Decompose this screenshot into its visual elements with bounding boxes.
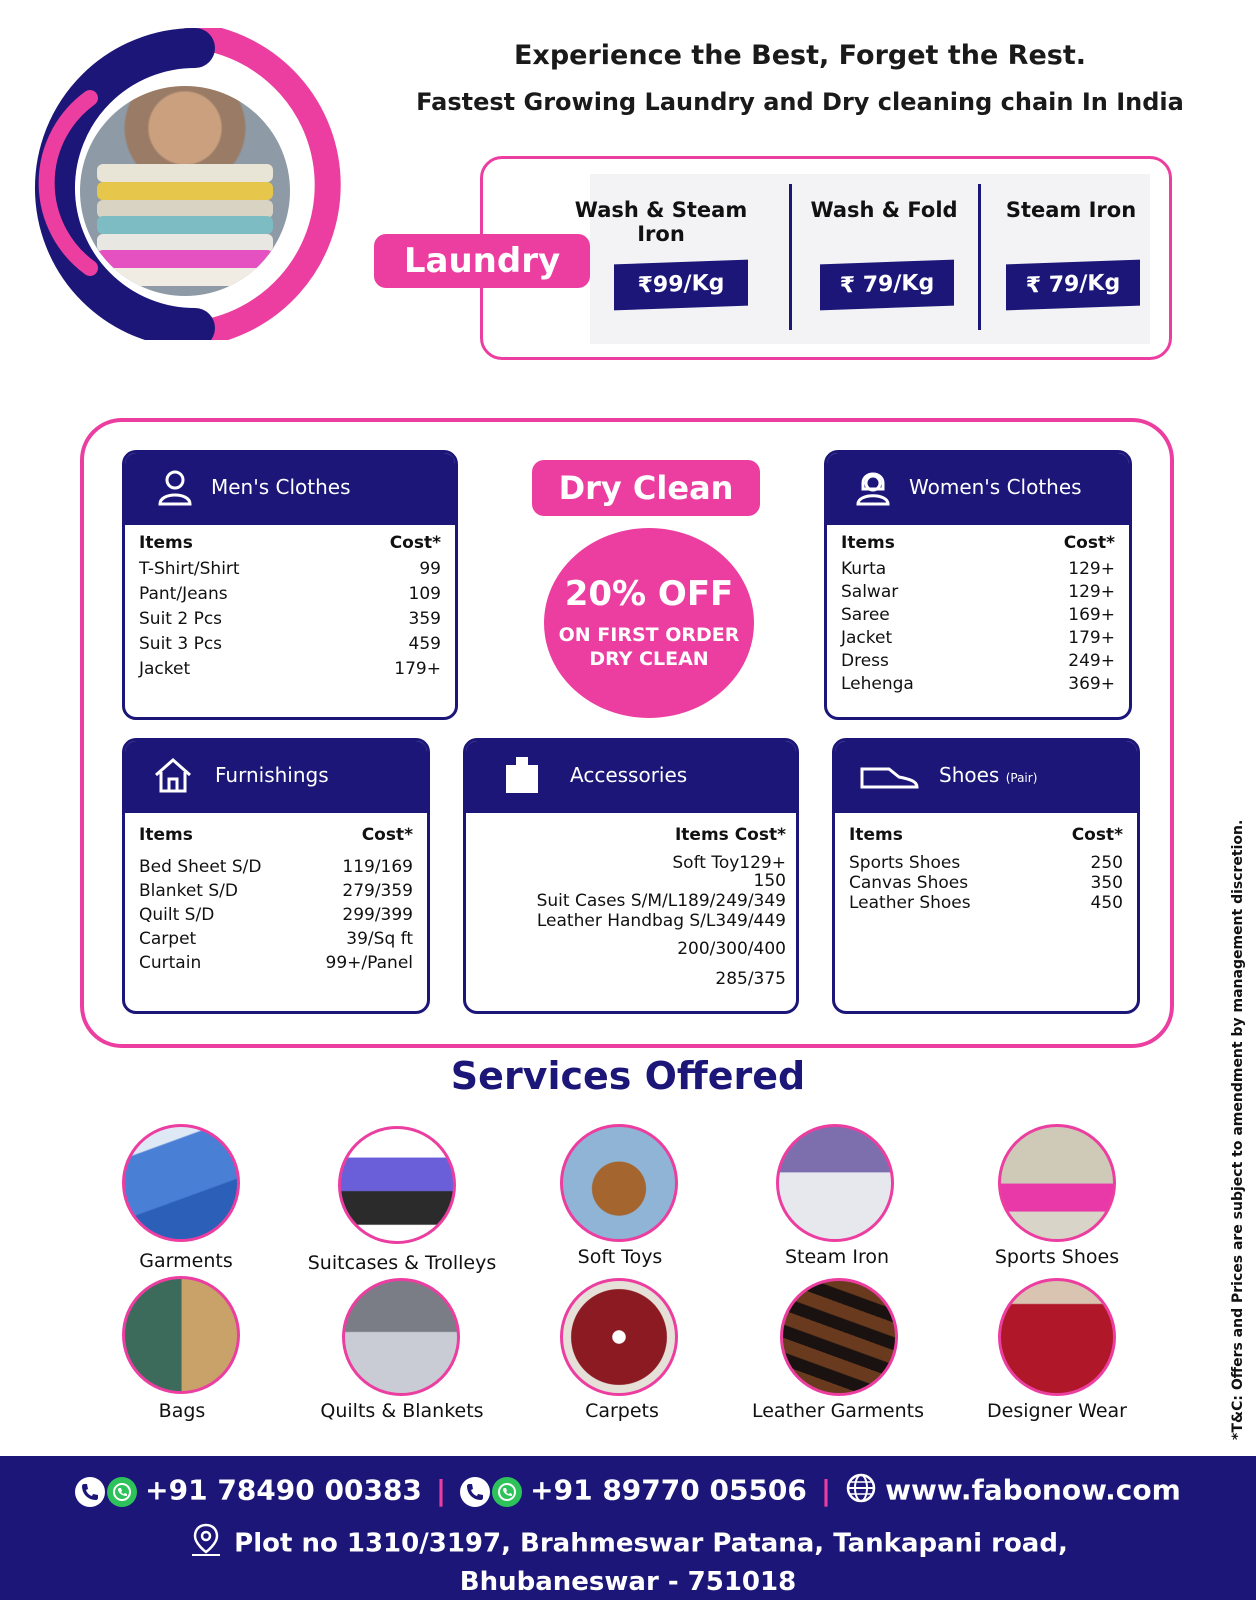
accessories-card [463,738,799,1014]
price-steam-iron: ₹ 79/Kg [1006,260,1140,311]
service-label: Sports Shoes [994,1246,1120,1268]
headline: Experience the Best, Forget the Rest. [513,40,1087,71]
offer-badge [544,528,754,718]
separator: | [820,1473,832,1507]
service-wash-fold: Wash & Fold [810,198,958,222]
service-label: Bags [158,1400,206,1422]
location-pin-icon [188,1522,224,1566]
sports-shoes-image [998,1124,1116,1242]
laundry-tag: Laundry [374,234,590,288]
soft-toy-image [560,1124,678,1242]
designer-wear-image [998,1278,1116,1396]
list-item: Leather Handbag S/L349/449 [536,911,786,931]
furnishings-card-title: Furnishings [215,763,329,787]
list-item: 150 [753,871,786,891]
contact-line [0,1472,1256,1511]
price-wash-steam-iron: ₹99/Kg [614,260,748,311]
subheadline: Fastest Growing Laundry and Dry cleaning chain In India [416,88,1184,116]
divider [789,184,792,330]
mens-clothes-card: Men's Clothes Items Cost* T-Shirt/Shirt 99 Pant/Jeans 109 Suit 2 Pcs 359 Suit 3 Pcs 459 Jacket 179+ [122,450,458,720]
shoes-card-title: Shoes (Pair) [939,763,1038,787]
accessories-card-title: Accessories [570,763,688,787]
garments-image [122,1124,240,1242]
address-line-1: Plot no 1310/3197, Brahmeswar Patana, Tankapani road, [234,1528,1068,1559]
phone-number-1[interactable]: +91 78490 00383 [145,1473,422,1507]
leather-garments-image [780,1278,898,1396]
womens-card-header [827,453,1129,525]
whatsapp-icon [107,1477,137,1507]
shoe-icon [859,755,921,795]
woman-icon [853,467,893,507]
cost-header: Cost* [1063,533,1115,553]
mens-card-title: Men's Clothes [211,475,351,499]
accessories-card-header [466,741,796,813]
globe-icon [845,1472,877,1511]
home-icon [153,755,193,795]
service-label: Soft Toys [577,1246,663,1268]
suitcases-image [338,1126,456,1244]
whatsapp-icon [492,1477,522,1507]
service-label: Garments [139,1250,233,1272]
service-label: Leather Garments [751,1400,925,1422]
offer-line1: ON FIRST ORDER [558,624,740,646]
bags-image [122,1276,240,1394]
offer-percent: 20% OFF [564,574,734,614]
user-icon [155,467,195,507]
list-item: 200/300/400 [677,939,786,959]
offer-line2: DRY CLEAN [589,648,709,670]
steam-iron-image [776,1124,894,1242]
service-wash-steam-iron: Wash & Steam Iron [574,198,748,246]
list-item: 285/375 [715,969,786,989]
carpets-image [560,1278,678,1396]
service-label: Carpets [585,1400,659,1422]
price-wash-fold: ₹ 79/Kg [820,260,954,311]
items-header: Items [849,825,903,845]
divider [978,184,981,330]
furnishings-card: Furnishings Items Cost* Bed Sheet S/D 119/169 Blanket S/D 279/359 Quilt S/D 299/399 Carpet 39/Sq ft Curtain 99+/Panel [122,738,430,1014]
list-item: Suit Cases S/M/L189/249/349 [536,891,786,911]
furnishings-card-header [125,741,427,813]
items-header: Items [139,533,193,553]
service-steam-iron: Steam Iron [1005,198,1137,222]
shoes-card-header [835,741,1137,813]
website-link[interactable]: www.fabonow.com [885,1473,1181,1507]
service-label: Suitcases & Trolleys [307,1252,497,1274]
phone-number-2[interactable]: +91 89770 05506 [530,1473,807,1507]
service-label: Designer Wear [987,1400,1127,1422]
cost-header: Cost* [361,825,413,845]
phone-icon [460,1477,490,1507]
cost-header: Cost* [389,533,441,553]
separator: | [435,1473,447,1507]
folded-clothes-photo [80,86,290,296]
address-line-2: Bhubaneswar - 751018 [459,1567,797,1597]
cost-header: Cost* [1071,825,1123,845]
womens-card-title: Women's Clothes [909,475,1082,499]
items-header: Items [841,533,895,553]
service-label: Steam Iron [784,1246,890,1268]
dry-clean-tag: Dry Clean [532,460,760,516]
shoes-card: Shoes (Pair) Items Cost* Sports Shoes 250 Canvas Shoes 350 Leather Shoes 450 [832,738,1140,1014]
terms-and-conditions: *T&C: Offers and Prices are subject to amendment by management discretion. [1230,819,1246,1440]
mens-card-header [125,453,455,525]
address [0,1522,1256,1598]
service-label: Quilts & Blankets [320,1400,484,1422]
services-title: Services Offered [450,1054,806,1098]
list-item: Soft Toy129+ [672,853,786,873]
quilts-image [342,1278,460,1396]
items-header: Items [139,825,193,845]
womens-clothes-card: Women's Clothes Items Cost* Kurta 129+ Salwar 129+ Saree 169+ Jacket 179+ Dress 249+ Lehenga 369+ [824,450,1132,720]
bag-icon [502,755,542,795]
footer [0,1456,1256,1600]
items-cost-header: Items Cost* [674,825,786,845]
phone-icon [75,1477,105,1507]
